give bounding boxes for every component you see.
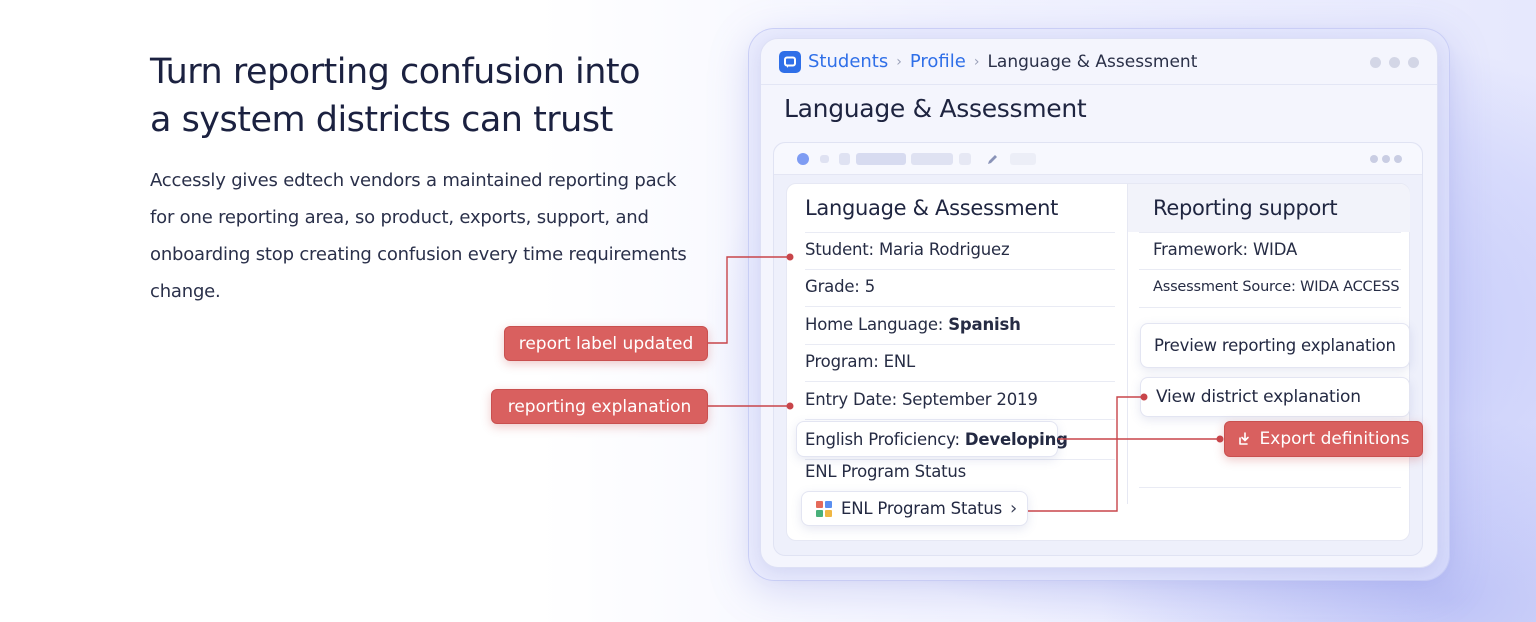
panel-toolbar xyxy=(774,143,1422,175)
home-language-row xyxy=(805,315,1021,334)
toolbar-block[interactable] xyxy=(1010,153,1036,165)
column-divider xyxy=(1127,184,1128,504)
row-divider xyxy=(805,344,1115,345)
section-title-language: Language & Assessment xyxy=(805,196,1059,220)
headline-line-2: a system districts can trust xyxy=(150,100,613,140)
row-divider xyxy=(1139,487,1401,488)
home-language-label: Home Language: xyxy=(805,315,949,334)
toolbar-block[interactable] xyxy=(959,153,971,165)
assessment-source-row: Assessment Source: WIDA ACCESS xyxy=(1153,279,1400,295)
app-logo-icon xyxy=(779,51,801,73)
headline-line-1: Turn reporting confusion into xyxy=(150,52,641,92)
body-line-4: change. xyxy=(150,281,221,302)
reporting-explanation-text: reporting explanation xyxy=(507,396,692,417)
reporting-explanation-tag xyxy=(491,389,708,424)
toolbar-block[interactable] xyxy=(839,153,850,165)
proficiency-label: English Proficiency: xyxy=(805,429,965,449)
page-title: Language & Assessment xyxy=(784,94,1087,123)
report-label-updated-text: report label updated xyxy=(518,333,694,354)
preview-reporting-explanation-button[interactable] xyxy=(1140,323,1410,368)
toolbar-dot-icon[interactable] xyxy=(797,153,809,165)
breadcrumb-current: Language & Assessment xyxy=(987,51,1198,72)
row-divider xyxy=(805,381,1115,382)
enl-program-status-button[interactable] xyxy=(801,491,1028,526)
toolbar-square-icon[interactable] xyxy=(820,155,829,163)
chevron-right-icon: › xyxy=(1010,498,1018,519)
export-definitions-text: Export definitions xyxy=(1259,429,1410,449)
entry-date-row: Entry Date: September 2019 xyxy=(805,390,1038,409)
view-district-button-label: View district explanation xyxy=(1156,387,1361,407)
breadcrumb-profile[interactable]: Profile xyxy=(909,51,966,72)
program-row: Program: ENL xyxy=(805,352,915,371)
row-divider xyxy=(805,269,1115,270)
breadcrumb-separator: › xyxy=(896,53,902,70)
row-divider xyxy=(805,306,1115,307)
breadcrumb-students[interactable]: Students xyxy=(808,51,889,72)
row-divider xyxy=(805,232,1115,233)
apps-grid-icon xyxy=(816,501,832,517)
row-divider xyxy=(805,419,1115,420)
proficiency-value: Developing xyxy=(964,429,1068,449)
window-dot-icon[interactable] xyxy=(1389,57,1400,68)
report-label-updated-tag xyxy=(504,326,708,361)
preview-button-label: Preview reporting explanation xyxy=(1154,336,1396,355)
body-line-3: onboarding stop creating confusion every time requirements xyxy=(150,244,687,265)
home-language-value: Spanish xyxy=(948,315,1021,334)
window-dot-icon[interactable] xyxy=(1408,57,1419,68)
enl-status-button-label: ENL Program Status xyxy=(841,499,1003,518)
hero-body xyxy=(150,162,690,310)
more-options-icon[interactable] xyxy=(1370,155,1402,163)
framework-row: Framework: WIDA xyxy=(1153,240,1298,259)
english-proficiency-pill xyxy=(796,421,1068,457)
body-line-1: Accessly gives edtech vendors a maintained reporting pack xyxy=(150,170,677,191)
hero-headline xyxy=(150,48,670,144)
toolbar-block[interactable] xyxy=(856,153,906,165)
view-district-explanation-button[interactable] xyxy=(1140,377,1410,417)
row-divider xyxy=(1139,307,1401,308)
toolbar-block[interactable] xyxy=(911,153,953,165)
enl-status-row: ENL Program Status xyxy=(805,462,967,481)
window-controls xyxy=(1370,57,1419,68)
edit-pencil-icon[interactable] xyxy=(986,152,1000,166)
student-row: Student: Maria Rodriguez xyxy=(805,240,1010,259)
row-divider xyxy=(805,459,1115,460)
body-line-2: for one reporting area, so product, exports, support, and xyxy=(150,207,649,228)
row-divider xyxy=(1139,232,1401,233)
breadcrumb-separator: › xyxy=(973,53,980,70)
section-title-reporting: Reporting support xyxy=(1153,196,1338,220)
export-arrow-icon xyxy=(1238,432,1250,446)
window-dot-icon[interactable] xyxy=(1370,57,1381,68)
breadcrumb-bar xyxy=(761,39,1437,85)
row-divider xyxy=(1139,269,1401,270)
grade-row: Grade: 5 xyxy=(805,277,876,296)
export-definitions-tag[interactable] xyxy=(1224,421,1423,457)
